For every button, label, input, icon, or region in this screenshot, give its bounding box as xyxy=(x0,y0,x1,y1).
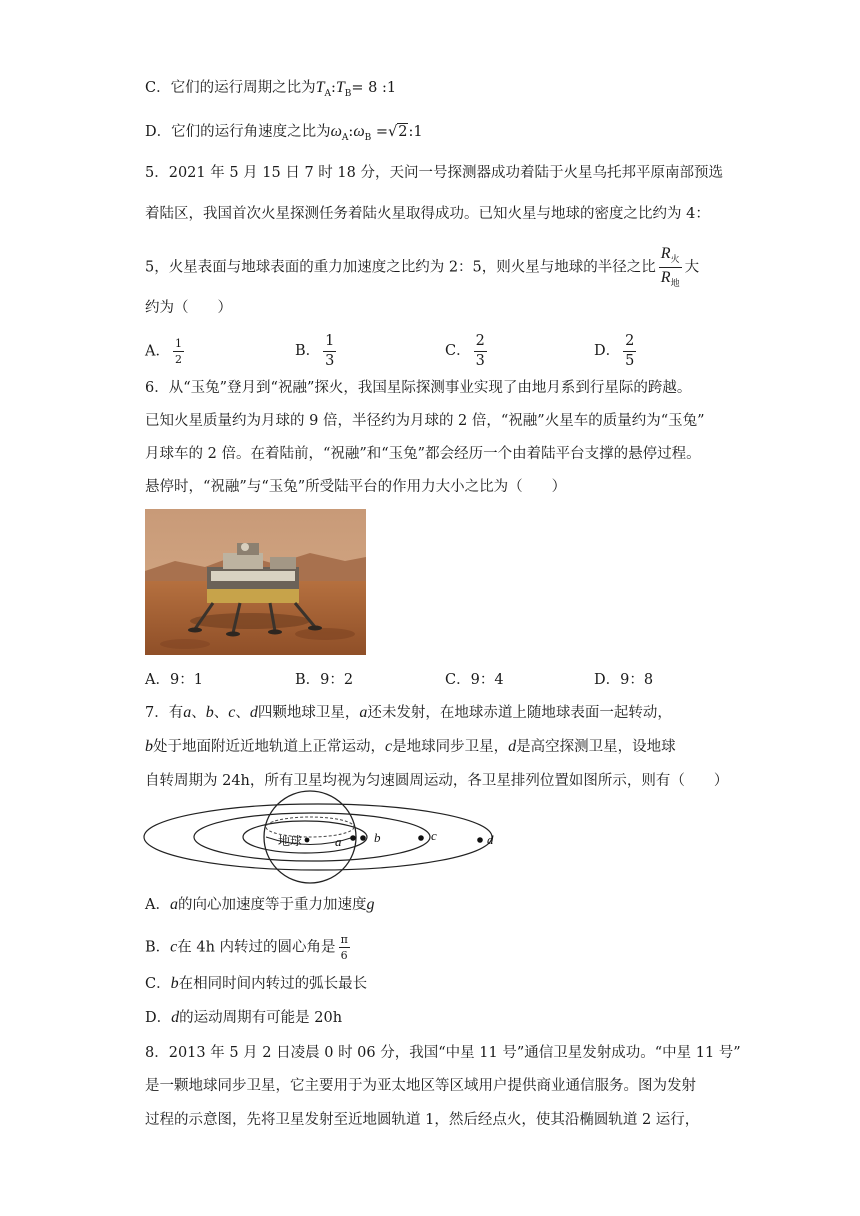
q5-radius-ratio: $\frac{R_火}{R_地}$ xyxy=(660,245,680,289)
orbit-d xyxy=(144,804,492,870)
mars-lander-photo xyxy=(145,509,366,655)
q7-line-1: 7．有a、b、c、d四颗地球卫星，a还未发射，在地球赤道上随地球表面一起转动， xyxy=(145,704,672,721)
earth-center-dot xyxy=(305,838,310,843)
q5-line-2: 着陆区，我国首次火星探测任务着陆火星取得成功。已知火星与地球的密度之比约为 4： xyxy=(145,206,710,222)
q8-line-2: 是一颗地球同步卫星，它主要用于为亚太地区等区域用户提供商业通信服务。图为发射 xyxy=(145,1078,696,1094)
label-c: c xyxy=(431,828,437,843)
q5-option-b: B． $\frac{1}{3}$ xyxy=(295,333,335,369)
q6-option-b: B．9：2 xyxy=(295,672,354,688)
q4-option-d: D．它们的运行角速度之比为$\omega_A:\omega_B$ =√2:1 xyxy=(145,123,423,143)
q5-line-3: 5，火星表面与地球表面的重力加速度之比约为 2：5，则火星与地球的半径之比 $\frac{R_火}{R_地}$ 大 xyxy=(145,245,700,289)
q6-line-2: 已知火星质量约为月球的 9 倍，半径约为月球的 2 倍，“祝融”火星车的质量约为“玉兔” xyxy=(145,413,705,429)
q6-line-3: 月球车的 2 倍。在着陆前，“祝融”和“玉兔”都会经历一个由着陆平台支撑的悬停过程。 xyxy=(145,446,701,462)
q5-option-d: D． $\frac{2}{5}$ xyxy=(594,333,635,369)
q7-line-3: 自转周期为 24h，所有卫星均视为匀速圆周运动，各卫星排列位置如图所示，则有（ ） xyxy=(145,773,729,789)
q6-option-c: C．9：4 xyxy=(445,672,504,688)
q6-line-4: 悬停时，“祝融”与“玉兔”所受陆平台的作用力大小之比为（ ） xyxy=(145,479,567,495)
q5-line-1: 5．2021 年 5 月 15 日 7 时 18 分，天问一号探测器成功着陆于火星乌托邦平原南部预选 xyxy=(145,165,723,181)
q7-option-c: C．b在相同时间内转过的弧长最长 xyxy=(145,975,368,992)
sqrt-symbol: √2 xyxy=(388,124,408,140)
q6-line-1: 6．从“玉兔”登月到“祝融”探火，我国星际探测事业实现了由地月系到行星际的跨越。 xyxy=(145,380,692,396)
q7-option-b: B．c在 4h 内转过的圆心角是 $\frac{\pi}{6}$ xyxy=(145,933,348,962)
satellite-d xyxy=(477,837,483,843)
q5-line-4: 约为（ ） xyxy=(145,300,232,316)
q7-option-d: D．d的运动周期有可能是 20h xyxy=(145,1009,343,1026)
q4-option-c: C．它们的运行周期之比为$T_A:T_B= 8$ :1 xyxy=(145,79,397,99)
label-a: a xyxy=(335,834,342,849)
q5-option-c: C． $\frac{2}{3}$ xyxy=(445,333,485,369)
satellite-c xyxy=(418,835,424,841)
q7-line-2: b处于地面附近近地轨道上正常运动，c是地球同步卫星，d是高空探测卫星，设地球 xyxy=(145,738,676,755)
q7-option-a: A．a的向心加速度等于重力加速度g xyxy=(145,896,375,913)
label-b: b xyxy=(374,830,381,845)
satellite-b xyxy=(360,835,366,841)
q6-option-a: A．9：1 xyxy=(145,672,203,688)
earth-label: 地球 xyxy=(278,834,303,848)
satellite-a xyxy=(350,835,356,841)
q8-line-1: 8．2013 年 5 月 2 日凌晨 0 时 06 分，我国“中星 11 号”通信卫星发射成功。“中星 11 号” xyxy=(145,1045,741,1061)
orbit-diagram xyxy=(140,790,510,890)
label-d: d xyxy=(487,832,494,847)
q5-option-a: A． $\frac{1}{2}$ xyxy=(145,337,182,366)
q8-line-3: 过程的示意图，先将卫星发射至近地圆轨道 1，然后经点火，使其沿椭圆轨道 2 运行， xyxy=(145,1112,700,1128)
q6-option-d: D．9：8 xyxy=(594,672,654,688)
orbit-c xyxy=(194,813,430,861)
